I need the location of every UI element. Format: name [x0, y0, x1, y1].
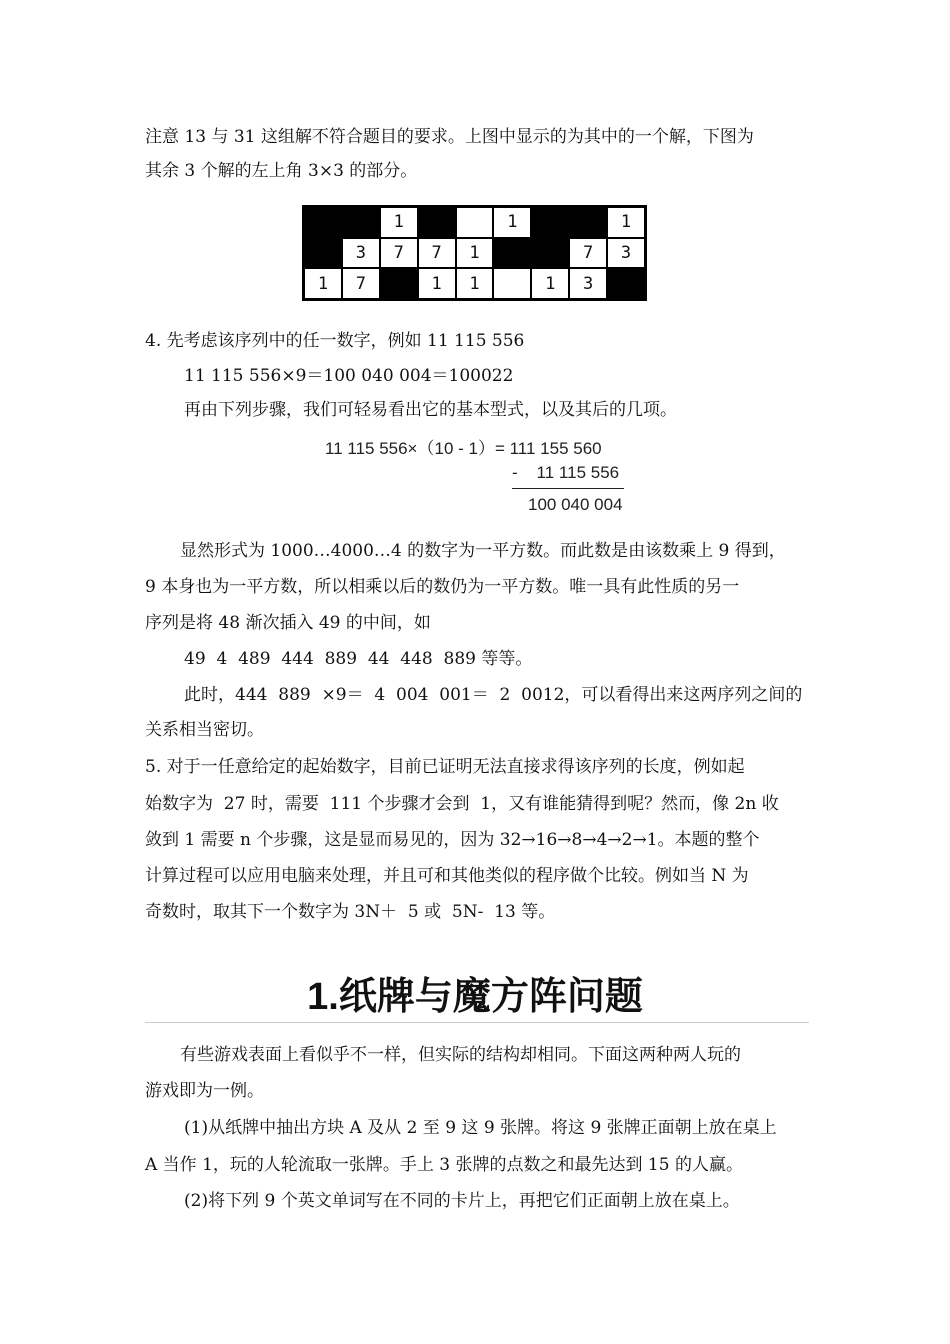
- grid-cell: [304, 207, 342, 238]
- grid-cell: 3: [569, 268, 607, 299]
- grid-cell: [493, 268, 531, 299]
- grid-cell: [569, 207, 607, 238]
- grid-cell: 1: [607, 207, 645, 238]
- grid-cell: [607, 268, 645, 299]
- grid-cell: [531, 207, 569, 238]
- intro-line-2: 其余 3 个解的左上角 3×3 的部分。: [145, 161, 418, 181]
- grid-cell: [342, 207, 380, 238]
- item4-line-2: 11 115 556×9＝100 040 004＝100022: [184, 366, 514, 386]
- item5-line-2: 始数字为 27 时，需要 111 个步骤才会到 1，又有谁能猜得到呢？然而，像 2n 收: [145, 794, 779, 814]
- item4-line-3: 再由下列步骤，我们可轻易看出它的基本型式，以及其后的几项。: [184, 400, 677, 420]
- intro-line-1: 注意 13 与 31 这组解不符合题目的要求。上图中显示的为其中的一个解，下图为: [145, 127, 754, 147]
- item5-line-1: 5. 对于一任意给定的起始数字，目前已证明无法直接求得该序列的长度，例如起: [145, 757, 745, 777]
- para2-line-1: 显然形式为 1000…4000…4 的数字为一平方数。而此数是由该数乘上 9 得到，: [180, 541, 786, 561]
- para2-line-4: 49 4 489 444 889 44 448 889 等等。: [184, 649, 533, 669]
- grid-cell: 7: [342, 268, 380, 299]
- grid-cell: [380, 268, 418, 299]
- grid-cell: [418, 207, 456, 238]
- section-line-2: 游戏即为一例。: [145, 1081, 264, 1101]
- para2-line-6: 关系相当密切。: [145, 720, 264, 740]
- grid-cell: 3: [607, 238, 645, 269]
- calc-row-2: - 11 115 556: [512, 463, 620, 482]
- item5-line-3: 敛到 1 需要 n 个步骤，这是显而易见的，因为 32→16→8→4→2→1。本题的整个: [145, 830, 760, 850]
- heading-underline: [145, 1022, 809, 1023]
- calc-row-1: 11 115 556×（10 - 1）= 111 155 560: [325, 439, 602, 458]
- section-line-5: (2)将下列 9 个英文单词写在不同的卡片上，再把它们正面朝上放在桌上。: [184, 1191, 740, 1211]
- grid-cell: 7: [569, 238, 607, 269]
- item4-line-1: 4. 先考虑该序列中的任一数字，例如 11 115 556: [145, 331, 525, 351]
- grid-cell: 1: [418, 268, 456, 299]
- item5-line-5: 奇数时，取其下一个数字为 3N＋ 5 或 5N- 13 等。: [145, 902, 556, 922]
- grid-cell: 7: [418, 238, 456, 269]
- grid-cell: 1: [456, 268, 494, 299]
- grid-cell: [493, 238, 531, 269]
- grid-cell: [456, 207, 494, 238]
- item5-line-4: 计算过程可以应用电脑来处理，并且可和其他类似的程序做个比较。例如当 N 为: [145, 866, 749, 886]
- section-line-4: A 当作 1，玩的人轮流取一张牌。手上 3 张牌的点数之和最先达到 15 的人赢。: [145, 1155, 743, 1175]
- section-line-3: (1)从纸牌中抽出方块 A 及从 2 至 9 这 9 张牌。将这 9 张牌正面朝上放在桌上: [184, 1118, 777, 1138]
- grid-cell: 1: [456, 238, 494, 269]
- solution-grid: [302, 205, 647, 301]
- grid-cell: 1: [304, 268, 342, 299]
- grid-cell: 3: [342, 238, 380, 269]
- para2-line-5: 此时，444 889 ×9＝ 4 004 001＝ 2 0012，可以看得出来这两序列之间的: [184, 685, 803, 705]
- grid-cell: 7: [380, 238, 418, 269]
- grid-cell: [304, 238, 342, 269]
- grid-cell: 1: [380, 207, 418, 238]
- grid-cell: 1: [493, 207, 531, 238]
- grid-cell: [531, 238, 569, 269]
- section-line-1: 有些游戏表面上看似乎不一样，但实际的结构却相同。下面这两种两人玩的: [180, 1045, 741, 1065]
- calc-divider: [512, 488, 624, 489]
- section-title: 1.纸牌与魔方阵问题: [307, 976, 643, 1018]
- grid-cell: 1: [531, 268, 569, 299]
- calc-row-3: 100 040 004: [528, 495, 623, 514]
- para2-line-2: 9 本身也为一平方数，所以相乘以后的数仍为一平方数。唯一具有此性质的另一: [145, 577, 740, 597]
- para2-line-3: 序列是将 48 渐次插入 49 的中间，如: [145, 613, 431, 633]
